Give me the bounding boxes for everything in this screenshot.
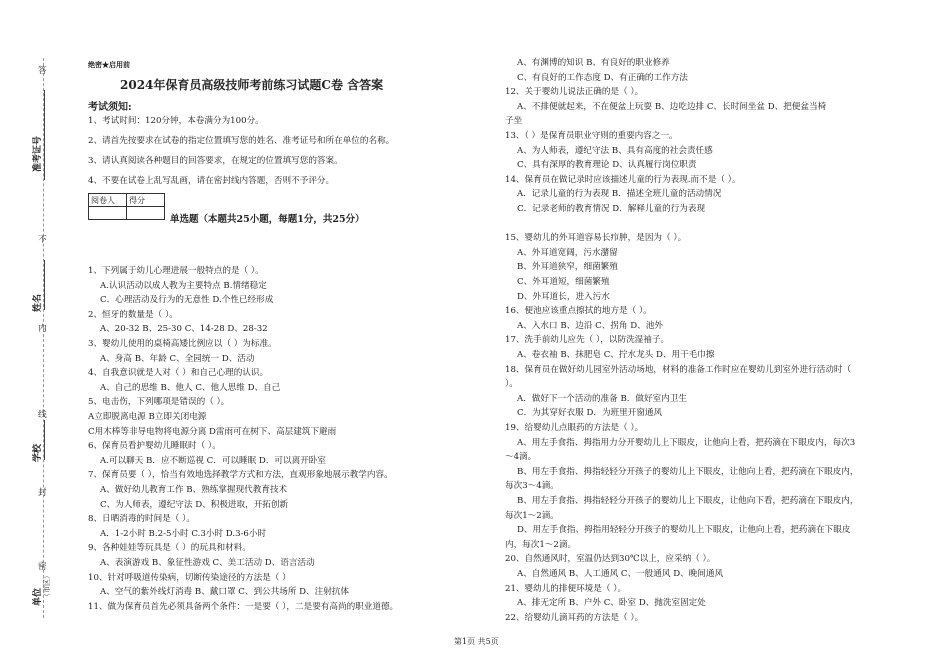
- notice-item: 3、请认真阅读各种题目的回答要求，在规定的位置填写您的答案。: [88, 156, 343, 166]
- unit-label: 单位: [33, 587, 43, 606]
- score-cell: 得分: [127, 194, 165, 207]
- question-option: A、为人师表，遵纪守法 B、具有高度的社会责任感: [517, 145, 713, 156]
- binding-word: 内: [38, 324, 47, 334]
- question-option: A立即脱离电源 B立即关闭电源: [88, 412, 207, 422]
- binding-word: 封: [38, 488, 47, 498]
- question-option: C．心理活动及行为的无意性 D.个性已经形成: [100, 295, 274, 306]
- question-option: 每次1～2滴。: [505, 510, 559, 521]
- question-stem: 16、便池应该重点擦拭的地方是（ ）。: [505, 306, 652, 317]
- question-option: C、具有深厚的教育理论 D、认真履行岗位职责: [517, 160, 697, 171]
- question-option: B、用左手食指、拇指轻轻分开孩子的婴幼儿上下眼皮，让他向上看，把药滴在下眼皮内，: [517, 466, 859, 477]
- question-stem: 2、恒牙的数量是（ ）。: [88, 309, 178, 320]
- question-stem: 4、自我意识就是人对（ ）和自己心理的认识。: [88, 368, 269, 379]
- school-label: 学校: [33, 443, 43, 462]
- question-option: ）。: [505, 379, 518, 390]
- notice-item: 2、请首先按要求在试卷的指定位置填写您的姓名、准考证号和所在单位的名称。: [88, 136, 395, 146]
- page-footer: 第1页 共5页: [454, 637, 499, 646]
- question-option: D、外耳道长，进入污水: [517, 291, 610, 302]
- question-option: A、外耳道宽阔，污水潴留: [517, 247, 618, 258]
- question-option: C、外耳道短，细菌繁殖: [517, 277, 610, 287]
- grader-cell: 阅卷人: [89, 194, 127, 207]
- binding-line: [44, 260, 45, 310]
- question-option: C、为人师表，遵纪守法 D、积极进取，开拓创新: [100, 499, 289, 510]
- question-option: A、表演游戏 B、象征性游戏 C、美工活动 D、语言活动: [100, 558, 315, 568]
- question-option: A．1-2小时 B.2-5小时 C.3小时 D.3-6小时: [100, 528, 267, 539]
- question-option: C、有良好的工作态度 D、有正确的工作方法: [517, 72, 688, 83]
- question-stem: 15、婴幼儿的外耳道容易长疖肿，是因为（ ）。: [505, 233, 687, 244]
- question-option: A、身高 B、年龄 C、全园统一 D、活动: [100, 353, 255, 364]
- question-stem: 18、保育员在做好幼儿园室外活动场地，材料的准备工作时应在婴幼儿到室外进行活动时（: [505, 364, 852, 375]
- score-input-cell[interactable]: [127, 207, 165, 220]
- question-option: A、不排便就起来，不在便盆上玩耍 B、边吃边排 C、长时间坐盆 D、把便盆当椅: [517, 101, 827, 112]
- question-option: A、20-32 B、25-30 C、14-28 D、28-32: [100, 324, 268, 335]
- question-option: D、用左手食指、拇指用轻轻分开孩子的婴幼儿上下眼皮，让他向上看，把药滴在下眼皮: [517, 525, 851, 536]
- question-stem: 22、给婴幼儿滴耳药的方法是（ ）。: [505, 612, 644, 623]
- question-option: A、有渊博的知识 B、有良好的职业修养: [517, 58, 670, 68]
- score-table: [88, 193, 165, 220]
- question-option: 子坐: [505, 116, 523, 127]
- notice-item: 1、考试时间：120分钟，本卷满分为100分。: [88, 116, 264, 126]
- notice-title: 考试须知:: [88, 102, 132, 113]
- question-option: A、自己的思维 B、他人 C、他人思维 D、自己: [100, 382, 281, 393]
- question-option: C．记录老师的教育情况 D．解释儿童的行为表现: [517, 204, 706, 214]
- binding-word: 答: [38, 66, 47, 76]
- binding-word: 密: [38, 562, 47, 572]
- question-option: A、用左手食指、拇指用力分开婴幼儿上下眼皮，让他向上看，把药滴在下眼皮内，每次3: [517, 437, 856, 448]
- question-option: A、卷衣袖 B、抹肥皂 C、拧水龙头 D、用干毛巾擦: [517, 350, 715, 360]
- question-option: A.可以聊天 B．应不断巡视 C．可以睡眠 D．可以离开卧室: [100, 455, 326, 466]
- question-stem: 7、保育员要（ ），恰当有效地选择教学方式和方法，直观形象地展示教学内容。: [88, 470, 393, 481]
- question-option: A.认识活动以成人教为主要特点 B.情绪稳定: [100, 280, 267, 291]
- question-stem: 19、给婴幼儿点眼药的方法是（ ）。: [505, 423, 644, 433]
- binding-line: [44, 420, 45, 460]
- question-option: A、做好幼儿教育工作 B、熟练掌握现代教育技术: [100, 485, 288, 495]
- question-option: A、排无定所 B、户外 C、卧室 D、抛洗室固定处: [517, 598, 706, 609]
- question-option: A、自然通风 B、人工通风 C、一般通风 D、晚间通风: [517, 569, 724, 579]
- question-stem: 17、洗手前幼儿应先（ ），以防洗湿袖子。: [505, 335, 670, 346]
- question-option: 内，每次1～2滴。: [505, 539, 577, 550]
- grader-input-cell[interactable]: [89, 207, 127, 220]
- notice-item: 4、不要在试卷上乱写乱画，请在密封线内答题，否则不予评分。: [88, 176, 335, 186]
- question-stem: 8、日晒消毒的时间是（ ）。: [88, 514, 196, 525]
- county-label: （市区）: [43, 572, 51, 600]
- exam-number-label: 准考证号: [33, 135, 43, 172]
- question-stem: 6、保育员看护婴幼儿睡眠时（ ）。: [88, 441, 221, 452]
- section-title: 单选题（本题共25小题，每题1分，共25分）: [170, 214, 365, 225]
- question-stem: 9、各种娃娃等玩具是（ ）的玩具和材料。: [88, 543, 251, 554]
- question-option: A、空气的紫外线灯消毒 B、戴口罩 C、到公共场所 D、注射抗体: [100, 587, 350, 598]
- question-option: B、外耳道狭窄，细菌繁殖: [517, 262, 618, 273]
- binding-line: [44, 90, 45, 180]
- question-stem: 13、（ ）是保育员职业守则的重要内容之一。: [505, 131, 678, 141]
- question-stem: 11、做为保育员首先必须具备两个条件：一是要（ ），二是要有高尚的职业道德。: [88, 601, 399, 612]
- question-stem: 12、关于婴幼儿说法正确的是（ ）。: [505, 87, 644, 98]
- question-stem: 10、针对呼吸道传染病，切断传染途径的方法是（ ）: [88, 572, 291, 583]
- question-option: C．为其穿好衣服 D．为班里开窗通风: [517, 408, 663, 419]
- question-option: A．做好下一个活动的准备 B．做好室内卫生: [517, 393, 687, 404]
- page-title: 2024年保育员高级技师考前练习试题C卷 含答案: [120, 78, 384, 92]
- question-stem: 21、婴幼儿的排便环境是（ ）。: [505, 583, 627, 594]
- question-option: B、用左手食指、拇指轻轻分开孩子的婴幼儿上下眼皮，让他向下看，把药滴在下眼皮内，: [517, 496, 859, 506]
- question-option: A．记录儿童的行为表现 B．描述全班儿童的活动情况: [517, 189, 722, 200]
- name-label: 姓名: [33, 293, 43, 312]
- question-option: ～4滴。: [505, 452, 537, 463]
- question-option: 每次3～4滴。: [505, 481, 559, 492]
- question-stem: 3、婴幼儿使用的桌椅高矮比例应以（ ）为标准。: [88, 339, 277, 349]
- question-stem: 14、保育员在做记录时应该描述儿童的行为表现.而不是（ ）。: [505, 174, 741, 185]
- question-option: C用木棒等非导电物将电源分离 D雷雨可在树下、高层建筑下避雨: [88, 426, 337, 437]
- binding-word: 不: [38, 235, 47, 245]
- question-stem: 5、电击伤，下列哪项是错误的（ ）。: [88, 397, 230, 408]
- question-stem: 20、自然通风时，室温仍达到30℃以上，应采纳（ ）。: [505, 554, 716, 565]
- question-option: A、入水口 B、边沿 C、拐角 D、池外: [517, 320, 663, 331]
- question-stem: 1、下列属于幼儿心理进展一般特点的是（ ）。: [88, 266, 264, 276]
- binding-word: 线: [38, 410, 47, 420]
- secret-mark: 绝密★启用前: [88, 60, 130, 69]
